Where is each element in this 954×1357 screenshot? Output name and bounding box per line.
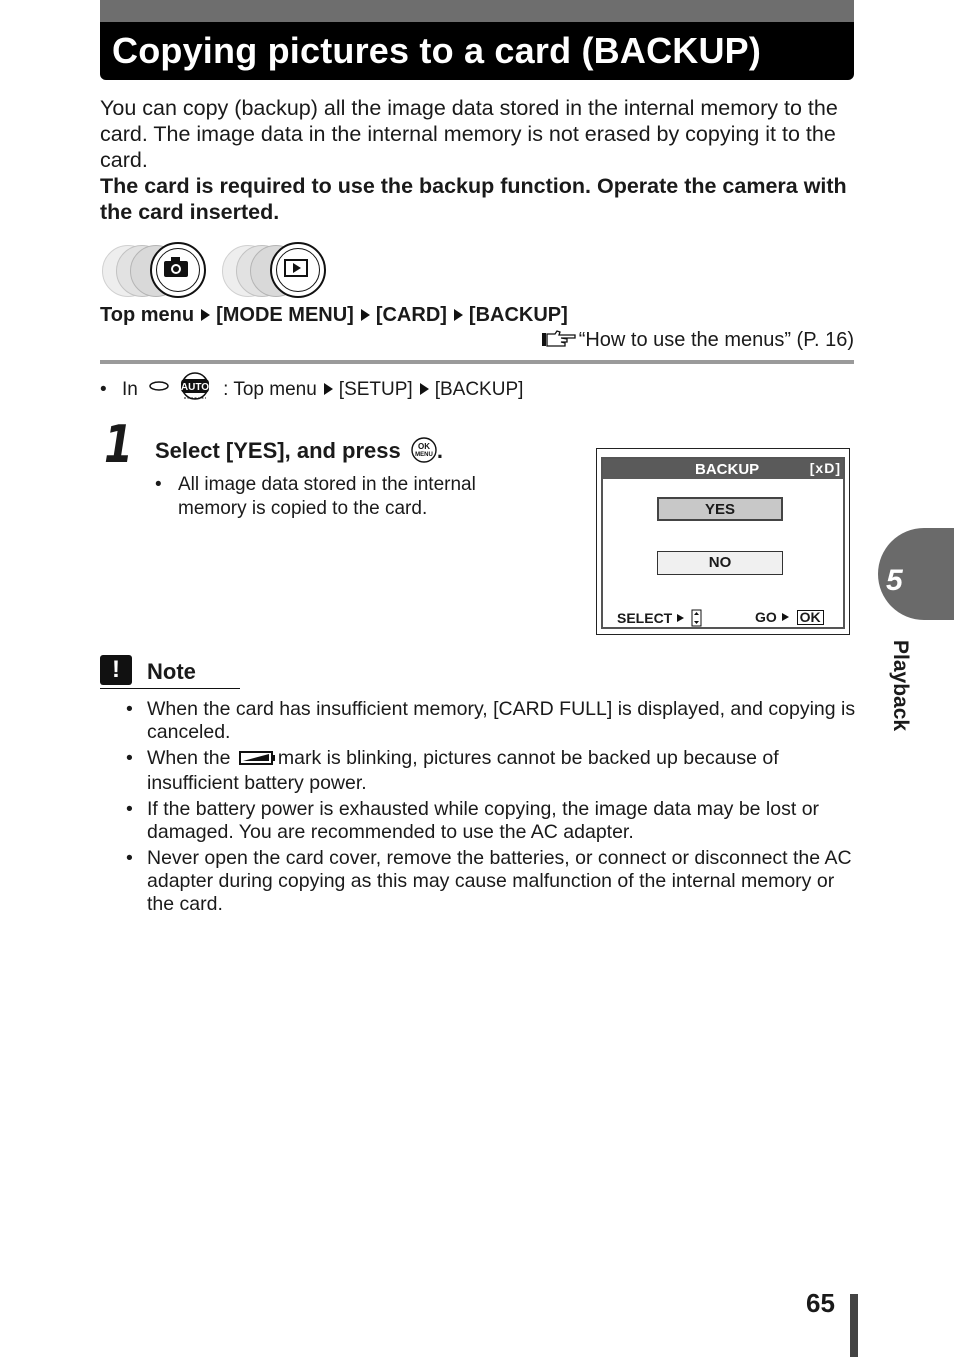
lcd-header: BACKUP [xD] <box>603 459 843 479</box>
pointing-hand-icon <box>541 329 577 355</box>
lcd-go: GO OK <box>755 609 824 625</box>
arrow-right-icon <box>420 383 429 395</box>
note-underline <box>100 688 240 689</box>
auto-path-item: [SETUP] <box>338 379 413 400</box>
playback-mode <box>220 242 332 298</box>
note-item: • Never open the card cover, remove the batteries, or connect or disconnect the AC adapter during copying as this may cause malfunction of the internal memory or the card. <box>126 847 852 915</box>
note-item: • If the battery power is exhausted while copying, the image data may be lost or damaged. You are recommended to use the AC adapter. <box>126 798 820 843</box>
arrow-right-icon <box>201 309 210 321</box>
note-title: Note <box>147 659 196 684</box>
title-bar <box>100 22 854 80</box>
lcd-no-option: NO <box>657 551 783 575</box>
lcd-screen <box>596 448 850 635</box>
note-item: • When the mark is blinking, pictures cannot be backed up because of insufficient battery power. <box>126 747 779 794</box>
lcd-display <box>601 457 845 629</box>
intro-bold-warning: The card is required to use the backup function. Operate the camera with the card inserted. <box>100 174 847 224</box>
xd-card-icon: [xD] <box>809 460 841 476</box>
step-bullet: • All image data stored in the internal memory is copied to the card. <box>155 474 476 519</box>
auto-mode-icon <box>147 372 219 410</box>
step-number: 1 <box>104 415 133 475</box>
note-item: • When the card has insufficient memory, [CARD FULL] is displayed, and copying is canceled. <box>126 698 856 743</box>
arrow-right-icon <box>454 309 463 321</box>
step-title: Select [YES], and press OK MENU . <box>155 437 443 469</box>
chapter-number: 5 <box>886 564 903 597</box>
intro-text <box>100 95 860 225</box>
exclamation-icon: ! <box>100 655 132 685</box>
note-list <box>126 698 856 919</box>
auto-mode-note: • In AUTO : Top menu [SETUP] [BACKUP] <box>100 372 523 410</box>
camera-mode <box>100 242 212 298</box>
svg-text:AUTO: AUTO <box>181 382 210 393</box>
mode-icons <box>100 242 340 298</box>
svg-text:OK: OK <box>417 442 430 451</box>
lcd-yes-option: YES <box>657 497 783 521</box>
auto-path-item: [BACKUP] <box>434 379 524 400</box>
intro-paragraph: You can copy (backup) all the image data stored in the internal memory to the card. The image data in the internal memory is not erased by copying it to the card. <box>100 96 838 172</box>
title-top-band <box>100 0 854 22</box>
chapter-label: Playback <box>889 640 912 732</box>
chapter-tab <box>878 528 954 620</box>
svg-text:MENU: MENU <box>415 452 433 458</box>
menu-path <box>100 304 568 327</box>
divider <box>100 360 854 364</box>
ok-menu-button-icon <box>411 437 437 469</box>
arrow-right-icon <box>361 309 370 321</box>
menu-path-item: [MODE MENU] <box>216 304 354 326</box>
battery-icon <box>239 749 275 772</box>
page-edge-bar <box>850 1294 858 1357</box>
page-title: Copying pictures to a card (BACKUP) <box>112 30 762 71</box>
menu-path-item: [CARD] <box>375 304 447 326</box>
camera-icon <box>150 242 206 298</box>
menu-path-item: Top menu <box>100 304 195 326</box>
menu-path-item: [BACKUP] <box>468 304 568 326</box>
lcd-footer: SELECT GO OK <box>617 609 829 627</box>
auto-path-item: : Top menu <box>223 379 317 400</box>
ok-icon: OK <box>797 610 824 625</box>
arrow-right-icon <box>324 383 333 395</box>
page-number: 65 <box>806 1288 835 1318</box>
playback-icon <box>270 242 326 298</box>
select-arrows-icon <box>676 609 704 627</box>
reference-text: “How to use the menus” (P. 16) <box>578 329 854 351</box>
reference-line <box>541 329 854 355</box>
